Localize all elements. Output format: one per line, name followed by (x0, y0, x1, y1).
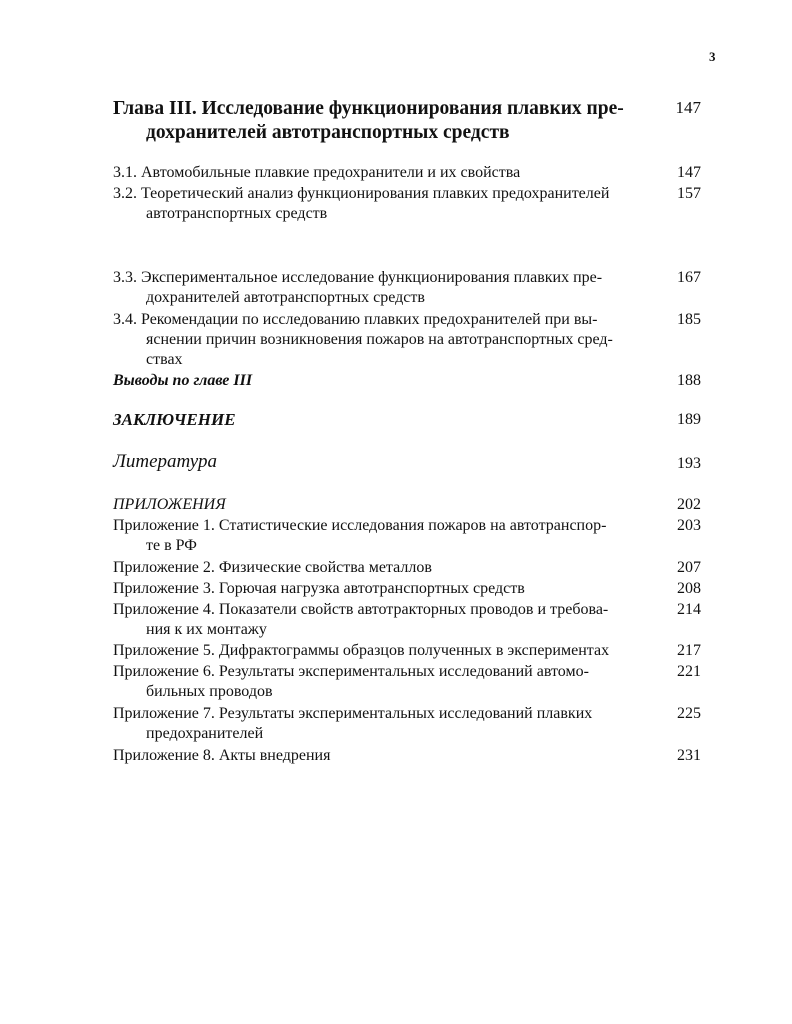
chapter-title-line1: Глава III. Исследование функционирования плавких пре- (113, 98, 624, 119)
toc-entry-appendix-2 (113, 558, 703, 578)
toc-entry-appendix-7 (113, 704, 703, 744)
appendix-title: Приложение 1. Статистические исследования пожаров на автотранспор- (113, 517, 607, 534)
appendix-title-continuation: бильных проводов (146, 683, 273, 700)
section-title: 3.2. Теоретический анализ функционирования плавких предохранителей (113, 185, 610, 202)
chapter-title-line2: дохранителей автотранспортных средств (146, 122, 510, 143)
appendix-title: Приложение 8. Акты внедрения (113, 747, 331, 764)
conclusion-page: 189 (677, 411, 701, 428)
toc-entry-literature (113, 452, 703, 472)
appendix-page: 207 (677, 559, 701, 576)
section-page: 167 (677, 269, 701, 286)
appendix-title: Приложение 5. Дифрактограммы образцов полученных в экспериментах (113, 642, 610, 659)
toc-entry-chapter-conclusions (113, 371, 703, 391)
section-title: 3.1. Автомобильные плавкие предохранители и их свойства (113, 164, 521, 181)
appendix-page: 208 (677, 580, 701, 597)
appendix-page: 214 (677, 601, 701, 618)
toc-entry-appendix-8 (113, 746, 703, 766)
toc-entry-appendix-4 (113, 600, 703, 640)
page-number: 3 (709, 49, 716, 64)
toc-entry-appendix-6 (113, 662, 703, 702)
section-title-continuation: автотранспортных средств (146, 205, 328, 222)
section-title: 3.4. Рекомендации по исследованию плавких предохранителей при вы- (113, 311, 598, 328)
toc-entry-appendix-3 (113, 579, 703, 599)
appendix-title: Приложение 7. Результаты экспериментальных исследований плавких (113, 705, 593, 722)
literature-page: 193 (677, 455, 701, 472)
appendix-page: 221 (677, 663, 701, 680)
appendix-page: 203 (677, 517, 701, 534)
toc-entry-3-2 (113, 184, 703, 224)
appendix-title-continuation: те в РФ (146, 537, 197, 554)
appendix-title: Приложение 6. Результаты экспериментальных исследований автомо- (113, 663, 589, 680)
appendix-title-continuation: ния к их монтажу (146, 621, 267, 638)
appendix-title-continuation: предохранителей (146, 725, 264, 742)
toc-entry-appendix-1 (113, 516, 703, 556)
appendix-page: 231 (677, 747, 701, 764)
literature-label: Литература (113, 451, 217, 472)
appendix-title: Приложение 2. Физические свойства металлов (113, 559, 432, 576)
appendix-title: Приложение 4. Показатели свойств автотракторных проводов и требова- (113, 601, 609, 618)
conclusions-label: Выводы по главе III (113, 372, 253, 389)
section-page: 185 (677, 311, 701, 328)
section-title: 3.3. Экспериментальное исследование функционирования плавких пре- (113, 269, 603, 286)
chapter-heading (113, 97, 703, 145)
toc-entry-appendices (113, 495, 703, 515)
appendix-page: 225 (677, 705, 701, 722)
appendix-page: 217 (677, 642, 701, 659)
toc-entry-3-4 (113, 310, 703, 370)
conclusion-label: ЗАКЛЮЧЕНИЕ (113, 410, 236, 429)
conclusions-page: 188 (677, 372, 701, 389)
appendices-label: ПРИЛОЖЕНИЯ (113, 496, 226, 513)
toc-entry-3-3 (113, 268, 703, 308)
appendix-title: Приложение 3. Горючая нагрузка автотранспортных средств (113, 580, 525, 597)
toc-entry-conclusion (113, 410, 703, 430)
section-page: 147 (677, 164, 701, 181)
toc-entry-appendix-5 (113, 641, 703, 661)
toc-entry-3-1 (113, 163, 703, 183)
section-page: 157 (677, 185, 701, 202)
section-title-continuation: ствах (146, 351, 183, 368)
section-title-continuation: яснении причин возникновения пожаров на автотранспортных сред- (146, 331, 613, 348)
appendices-page: 202 (677, 496, 701, 513)
section-title-continuation: дохранителей автотранспортных средств (146, 289, 425, 306)
chapter-page: 147 (675, 98, 701, 117)
